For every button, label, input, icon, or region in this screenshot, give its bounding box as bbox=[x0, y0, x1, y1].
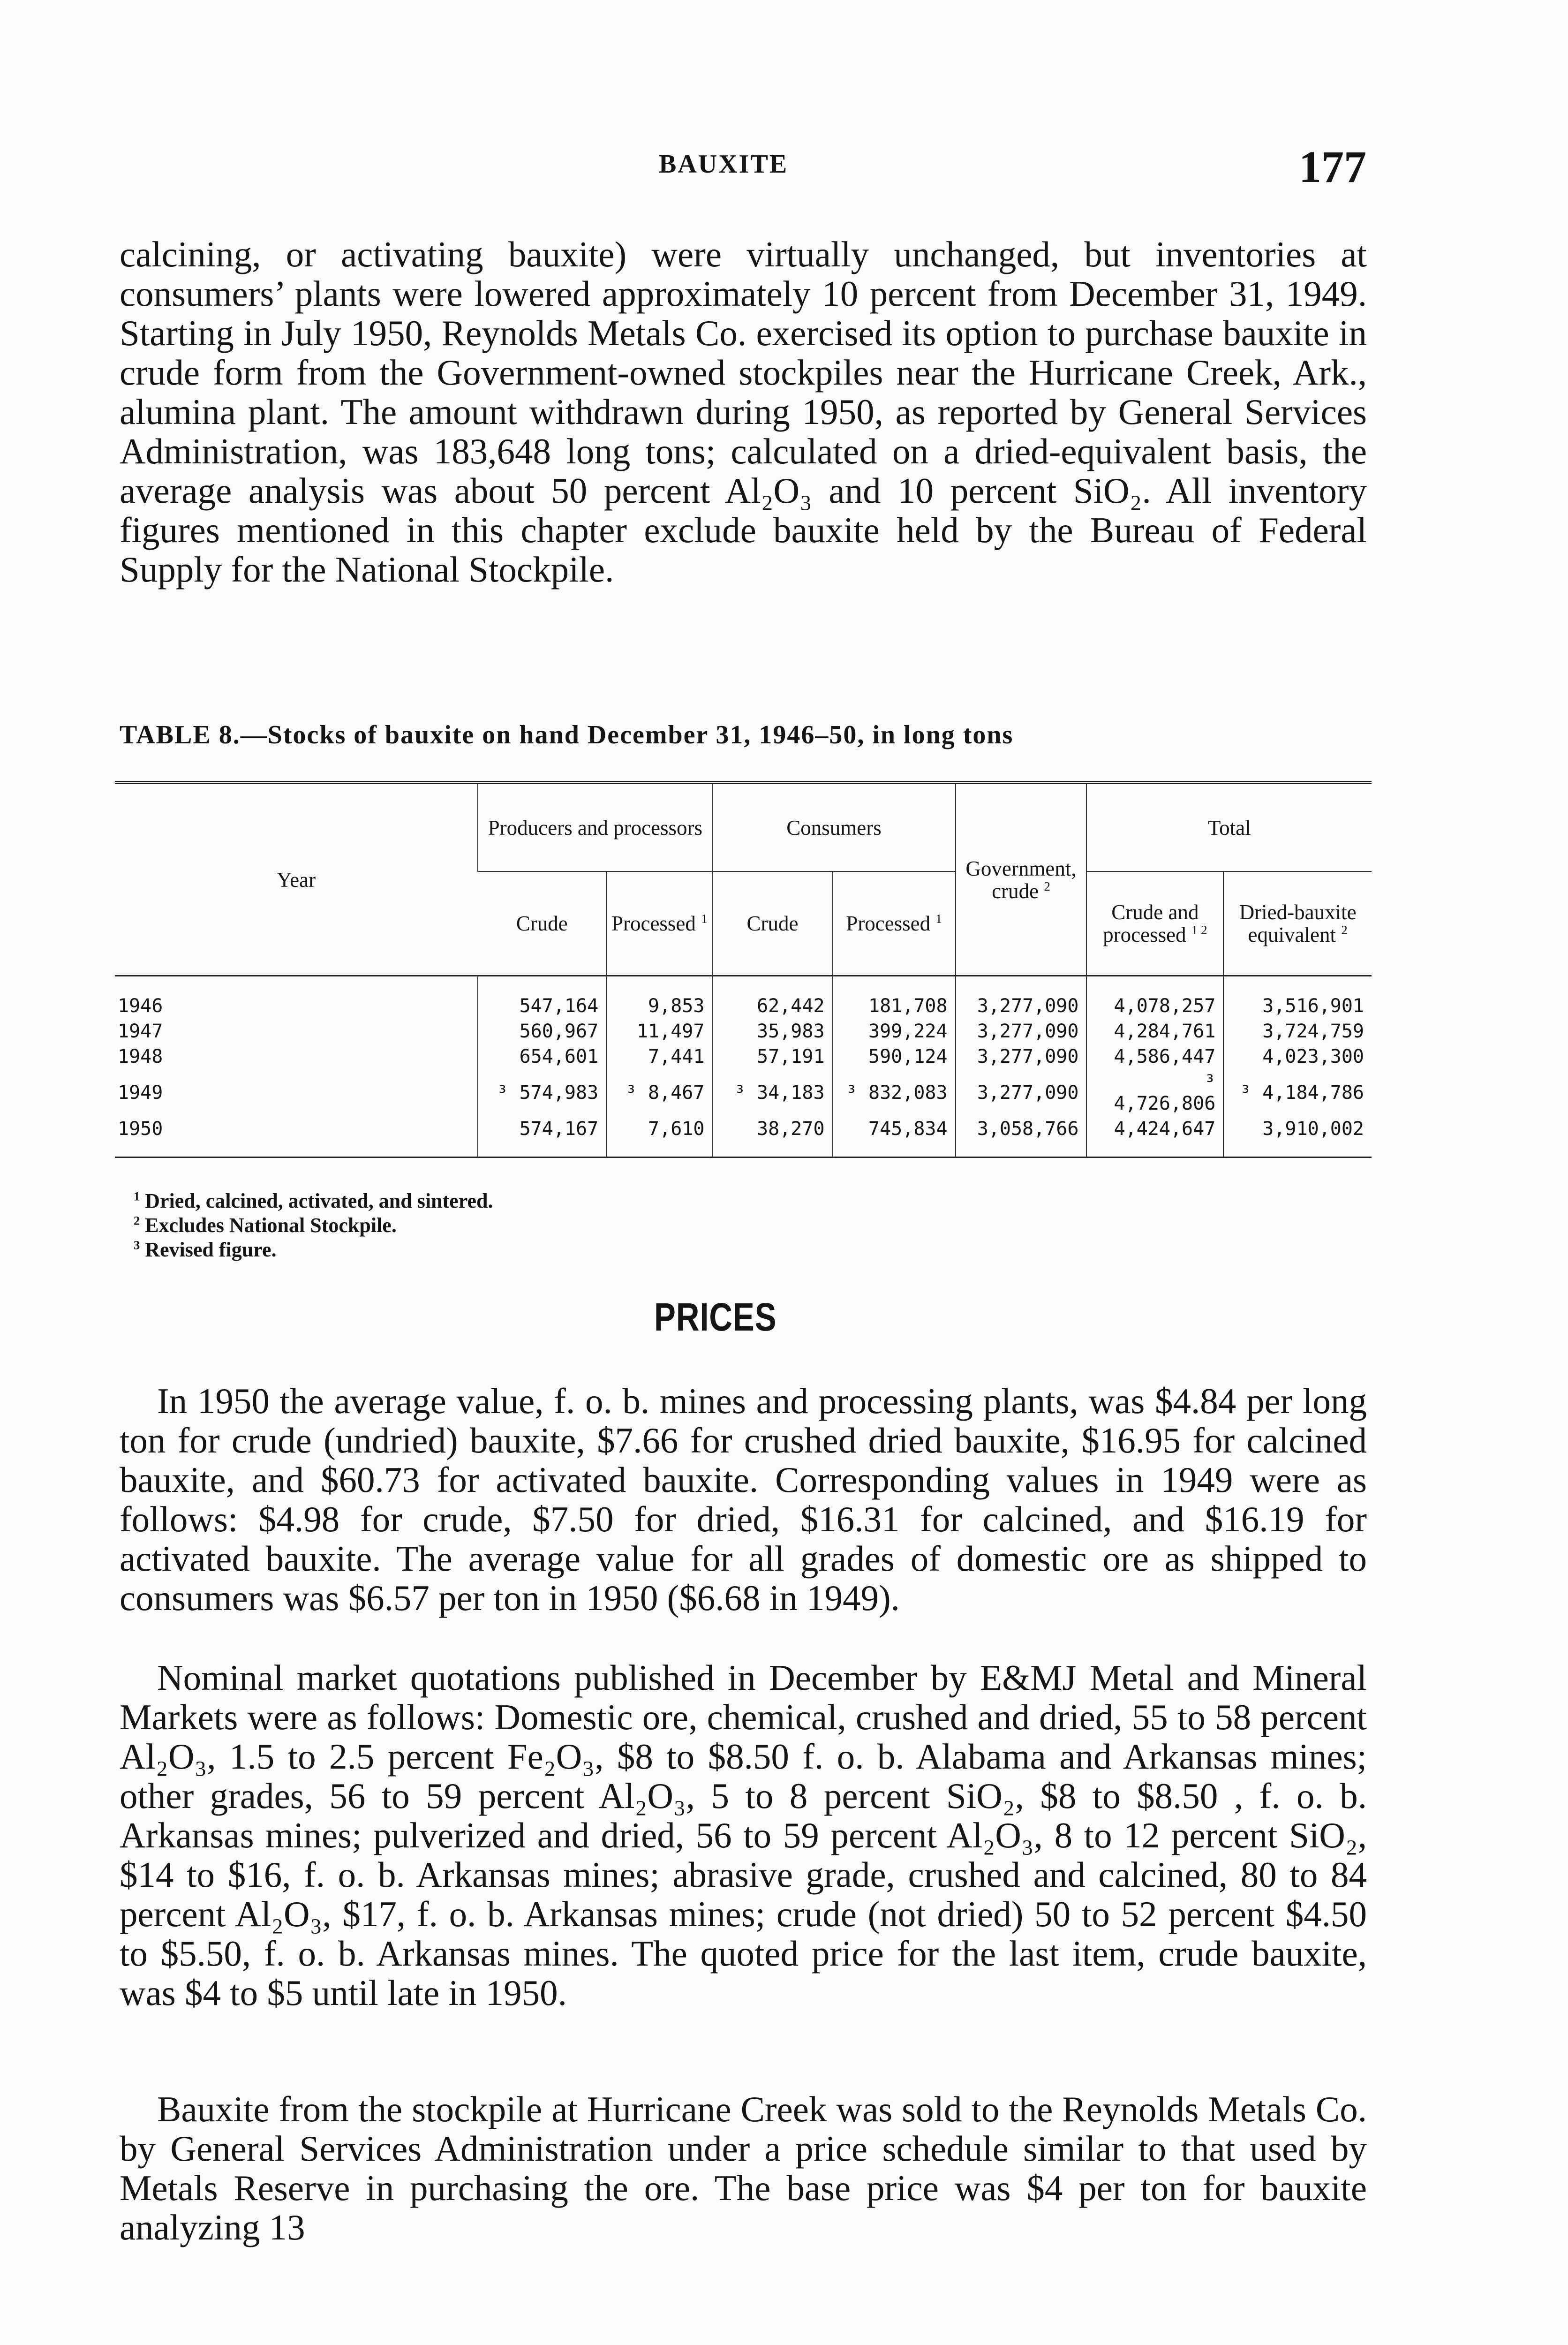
page-number: 177 bbox=[1299, 142, 1366, 192]
cell-government-crude: 3,277,090 bbox=[956, 1044, 1087, 1069]
cell-consumers-crude: 57,191 bbox=[712, 1044, 832, 1069]
cell-year: 1949 bbox=[118, 1082, 163, 1104]
cell-year: 1950 bbox=[115, 1116, 478, 1157]
header-consumers: Consumers bbox=[712, 783, 955, 872]
header-total: Total bbox=[1086, 783, 1372, 872]
cell-producers-crude: 560,967 bbox=[478, 1019, 606, 1044]
cell-total-dried-equivalent: 3,724,759 bbox=[1223, 1019, 1372, 1044]
cell-producers-processed: 7,441 bbox=[606, 1044, 712, 1069]
cell-producers-crude: 654,601 bbox=[478, 1044, 606, 1069]
cell-total-crude-processed: ³ 4,726,806 bbox=[1086, 1069, 1223, 1116]
cell-total-crude-processed: 4,284,761 bbox=[1086, 1019, 1223, 1044]
table-row bbox=[115, 976, 1372, 1019]
cell-year: 1946 bbox=[118, 995, 163, 1017]
footnote: $^2$ Excludes National Stockpile. bbox=[134, 1213, 397, 1237]
cell-consumers-processed: 590,124 bbox=[833, 1044, 956, 1069]
section-heading-prices: PRICES bbox=[654, 1295, 777, 1339]
header-producers-crude: Crude bbox=[478, 871, 606, 976]
table-footnotes bbox=[134, 1189, 493, 1262]
cell-government-crude: 3,058,766 bbox=[956, 1116, 1087, 1157]
header-year: Year bbox=[115, 783, 478, 976]
cell-producers-processed: ³ 8,467 bbox=[606, 1069, 712, 1116]
header-total-dried-equivalent: Dried-bauxite equivalent $^2$ bbox=[1223, 871, 1372, 976]
table-row bbox=[115, 1044, 1372, 1069]
cell-consumers-processed: 399,224 bbox=[833, 1019, 956, 1044]
cell-year: 1947 bbox=[118, 1021, 163, 1042]
header-total-crude-processed: Crude and processed $^{1 2}$ bbox=[1086, 871, 1223, 976]
table-row bbox=[115, 1116, 1372, 1157]
footnote: $^1$ Dried, calcined, activated, and sintered. bbox=[134, 1189, 493, 1212]
table-row bbox=[115, 1019, 1372, 1044]
cell-government-crude: 3,277,090 bbox=[956, 1069, 1087, 1116]
cell-consumers-crude: 35,983 bbox=[712, 1019, 832, 1044]
cell-total-dried-equivalent: 3,516,901 bbox=[1223, 976, 1372, 1019]
stocks-table bbox=[115, 781, 1372, 1158]
cell-year: 1948 bbox=[118, 1046, 163, 1067]
cell-producers-processed: 11,497 bbox=[606, 1019, 712, 1044]
header-consumers-processed: Processed $^1$ bbox=[833, 871, 956, 976]
table-row bbox=[115, 1069, 1372, 1116]
cell-total-crude-processed: 4,078,257 bbox=[1086, 976, 1223, 1019]
cell-consumers-processed: ³ 832,083 bbox=[833, 1069, 956, 1116]
cell-total-dried-equivalent: ³ 4,184,786 bbox=[1223, 1069, 1372, 1116]
cell-consumers-processed: 181,708 bbox=[833, 976, 956, 1019]
cell-government-crude: 3,277,090 bbox=[956, 976, 1087, 1019]
cell-total-crude-processed: 4,424,647 bbox=[1086, 1116, 1223, 1157]
cell-total-dried-equivalent: 4,023,300 bbox=[1223, 1044, 1372, 1069]
paragraph-inventory: calcining, or activating bauxite) were virtually unchanged, but inventories at consumers’ plants were lowered approximately 10 percent from December 31, 1949. Starting in July 1950, Reynolds Metals Co. exercised its option to purchase bauxite in crude form from the Government-owned stockpiles near the Hurricane Creek, Ark., alumina plant. The amount withdrawn during 1950, as reported by General Services Administration, was 183,648 long tons; calculated on a dried-equivalent basis, the average analysis was about 50 percent Al₂O₃ and 10 percent SiO₂. All inventory figures mentioned in this chapter exclude bauxite held by the Bureau of Federal Supply for the National Stockpile. bbox=[120, 234, 1367, 590]
header-consumers-crude: Crude bbox=[712, 871, 832, 976]
cell-consumers-crude: 38,270 bbox=[712, 1116, 832, 1157]
paragraph-stockpile-sale: Bauxite from the stockpile at Hurricane Creek was sold to the Reynolds Metals Co. by General Services Administration under a price schedule similar to that used by Metals Reserve in purchasing the ore. The base price was $4 per ton for bauxite analyzing 13 bbox=[120, 2089, 1367, 2247]
cell-total-crude-processed: 4,586,447 bbox=[1086, 1044, 1223, 1069]
table-title: TABLE 8.—Stocks of bauxite on hand December 31, 1946–50, in long tons bbox=[120, 720, 1014, 749]
header-government: Government, crude $^2$ bbox=[956, 783, 1087, 976]
cell-consumers-crude: ³ 34,183 bbox=[712, 1069, 832, 1116]
header-producers-processed: Processed $^1$ bbox=[606, 871, 712, 976]
cell-producers-processed: 7,610 bbox=[606, 1116, 712, 1157]
cell-total-dried-equivalent: 3,910,002 bbox=[1223, 1116, 1372, 1157]
cell-consumers-crude: 62,442 bbox=[712, 976, 832, 1019]
cell-consumers-processed: 745,834 bbox=[833, 1116, 956, 1157]
cell-producers-crude: ³ 574,983 bbox=[478, 1069, 606, 1116]
footnote: $^3$ Revised figure. bbox=[134, 1238, 277, 1261]
paragraph-average-values: In 1950 the average value, f. o. b. mines and processing plants, was $4.84 per long ton for crude (undried) bauxite, $7.66 for crushed dried bauxite, $16.95 for calcined bauxite, and $60.73 for activated bauxite. Corresponding values in 1949 were as follows: $4.98 for crude, $7.50 for dried, $16.31 for calcined, and $16.19 for activated bauxite. The average value for all grades of domestic ore as shipped to consumers was $6.57 per ton in 1950 ($6.68 in 1949). bbox=[120, 1381, 1367, 1618]
paragraph-market-quotations: Nominal market quotations published in December by E&MJ Metal and Mineral Markets were as follows: Domestic ore, chemical, crushed and dried, 55 to 58 percent Al₂O₃, 1.5 to 2.5 percent Fe₂O₃, $8 to $8.50 f. o. b. Alabama and Arkansas mines; other grades, 56 to 59 percent Al₂O₃, 5 to 8 percent SiO₂, $8 to $8.50 , f. o. b. Arkansas mines; pulverized and dried, 56 to 59 percent Al₂O₃, 8 to 12 percent SiO₂, $14 to $16, f. o. b. Arkansas mines; abrasive grade, crushed and calcined, 80 to 84 percent Al₂O₃, $17, f. o. b. Arkansas mines; crude (not dried) 50 to 52 percent $4.50 to $5.50, f. o. b. Arkansas mines. The quoted price for the last item, crude bauxite, was $4 to $5 until late in 1950. bbox=[120, 1657, 1367, 2013]
cell-producers-processed: 9,853 bbox=[606, 976, 712, 1019]
cell-producers-crude: 547,164 bbox=[478, 976, 606, 1019]
cell-producers-crude: 574,167 bbox=[478, 1116, 606, 1157]
cell-government-crude: 3,277,090 bbox=[956, 1019, 1087, 1044]
running-title: BAUXITE bbox=[659, 150, 789, 179]
header-producers: Producers and processors bbox=[478, 783, 712, 872]
